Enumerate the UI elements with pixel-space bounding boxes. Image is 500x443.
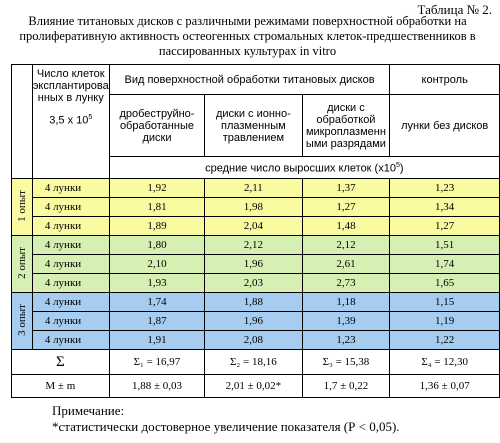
- value-cell: 1,91: [109, 331, 205, 350]
- wells-cell: 4 лунки: [32, 293, 109, 312]
- value-cell: 1,22: [390, 331, 500, 350]
- mean-cell-1: 1,88 ± 0,03: [109, 375, 205, 398]
- wells-cell: 4 лунки: [32, 331, 109, 350]
- sum-cell-1: Σ₁ = 16,97: [109, 350, 205, 375]
- mean-cell-4: 1,36 ± 0,07: [390, 375, 500, 398]
- value-cell: 1,27: [302, 198, 390, 217]
- value-cell: 1,39: [302, 312, 390, 331]
- value-cell: 2,10: [109, 255, 205, 274]
- value-cell: 1,51: [390, 236, 500, 255]
- table-row: [12, 255, 500, 274]
- table-row: [12, 198, 500, 217]
- value-cell: 2,04: [205, 217, 302, 236]
- experiment-label: 3 опыт: [15, 303, 28, 336]
- col-header-3: диски с обработкой микроплазменн ыми разрядами: [302, 95, 390, 157]
- value-cell: 2,11: [205, 179, 302, 198]
- value-cell: 1,74: [390, 255, 500, 274]
- value-cell: 1,96: [205, 255, 302, 274]
- wells-cell: 4 лунки: [32, 198, 109, 217]
- col-header-4: лунки без дисков: [390, 95, 500, 157]
- mean-label: М ± m: [12, 375, 110, 398]
- value-cell: 1,80: [109, 236, 205, 255]
- table-row: [12, 179, 500, 198]
- value-cell: 2,08: [205, 331, 302, 350]
- value-cell: 1,23: [302, 331, 390, 350]
- note: [52, 403, 400, 435]
- value-cell: 1,65: [390, 274, 500, 293]
- value-cell: 2,03: [205, 274, 302, 293]
- value-cell: 1,87: [109, 312, 205, 331]
- value-cell: 1,37: [302, 179, 390, 198]
- table-row: [12, 236, 500, 255]
- note-text: *статистически достоверное увеличение показателя (Р < 0,05).: [52, 419, 400, 434]
- mean-cell-3: 1,7 ± 0,22: [302, 375, 390, 398]
- cells-label: Число клеток эксплантирова нных в лунку: [32, 68, 109, 104]
- table-row: [12, 274, 500, 293]
- table-title: Влияние титановых дисков с различными режимами поверхностной обработки на пролиферативную активность остеогенных стромальных клеток-предшественников в пассированных культурах in vitro: [19, 14, 476, 58]
- value-cell: 1,81: [109, 198, 205, 217]
- surface-group-header: Вид поверхностной обработки титановых дисков: [109, 65, 390, 95]
- value-cell: 2,12: [205, 236, 302, 255]
- value-cell: 2,12: [302, 236, 390, 255]
- value-cell: 1,23: [390, 179, 500, 198]
- cells-header: [32, 65, 109, 179]
- wells-cell: 4 лунки: [32, 179, 109, 198]
- mean-count-header: средние число выросших клеток $(х10^5)$: [109, 157, 499, 179]
- mean-cell-2: 2,01 ± 0,02*: [205, 375, 302, 398]
- experiment-label: 1 опыт: [15, 189, 28, 222]
- value-cell: 1,18: [302, 293, 390, 312]
- wells-cell: 4 лунки: [32, 312, 109, 331]
- table-row: [12, 217, 500, 236]
- value-cell: 1,19: [390, 312, 500, 331]
- value-cell: 1,27: [390, 217, 500, 236]
- value-cell: 1,74: [109, 293, 205, 312]
- table-row: [12, 331, 500, 350]
- value-cell: 1,89: [109, 217, 205, 236]
- value-cell: 1,48: [302, 217, 390, 236]
- col-header-2: диски с ионно-плазменным травлением: [205, 95, 302, 157]
- value-cell: 1,88: [205, 293, 302, 312]
- value-cell: 1,98: [205, 198, 302, 217]
- wells-cell: 4 лунки: [32, 255, 109, 274]
- col-header-1: дробеструйно-обработанные диски: [109, 95, 205, 157]
- table-number: Таблица № 2.: [417, 2, 492, 17]
- cells-count: 3,5 х $10^5$: [49, 114, 93, 127]
- sum-cell-2: Σ₂ = 18,16: [205, 350, 302, 375]
- experiment-label-cell: [12, 236, 33, 293]
- wells-cell: 4 лунки: [32, 236, 109, 255]
- experiment-label: 2 опыт: [15, 246, 28, 279]
- value-cell: 1,15: [390, 293, 500, 312]
- sum-label: Σ: [12, 350, 110, 375]
- table-row: [12, 293, 500, 312]
- value-cell: 1,96: [205, 312, 302, 331]
- value-cell: 2,73: [302, 274, 390, 293]
- sum-cell-4: Σ₄ = 12,30: [390, 350, 500, 375]
- note-title: Примечание:: [52, 403, 125, 418]
- data-table: [11, 64, 500, 398]
- sum-cell-3: Σ₃ = 15,38: [302, 350, 390, 375]
- experiment-label-cell: [12, 179, 33, 236]
- value-cell: 1,93: [109, 274, 205, 293]
- wells-cell: 4 лунки: [32, 217, 109, 236]
- value-cell: 1,92: [109, 179, 205, 198]
- wells-cell: 4 лунки: [32, 274, 109, 293]
- experiment-label-cell: [12, 293, 33, 350]
- control-group-header: контроль: [390, 65, 500, 95]
- corner-cell: [12, 65, 33, 179]
- value-cell: 2,61: [302, 255, 390, 274]
- value-cell: 1,34: [390, 198, 500, 217]
- table-row: [12, 312, 500, 331]
